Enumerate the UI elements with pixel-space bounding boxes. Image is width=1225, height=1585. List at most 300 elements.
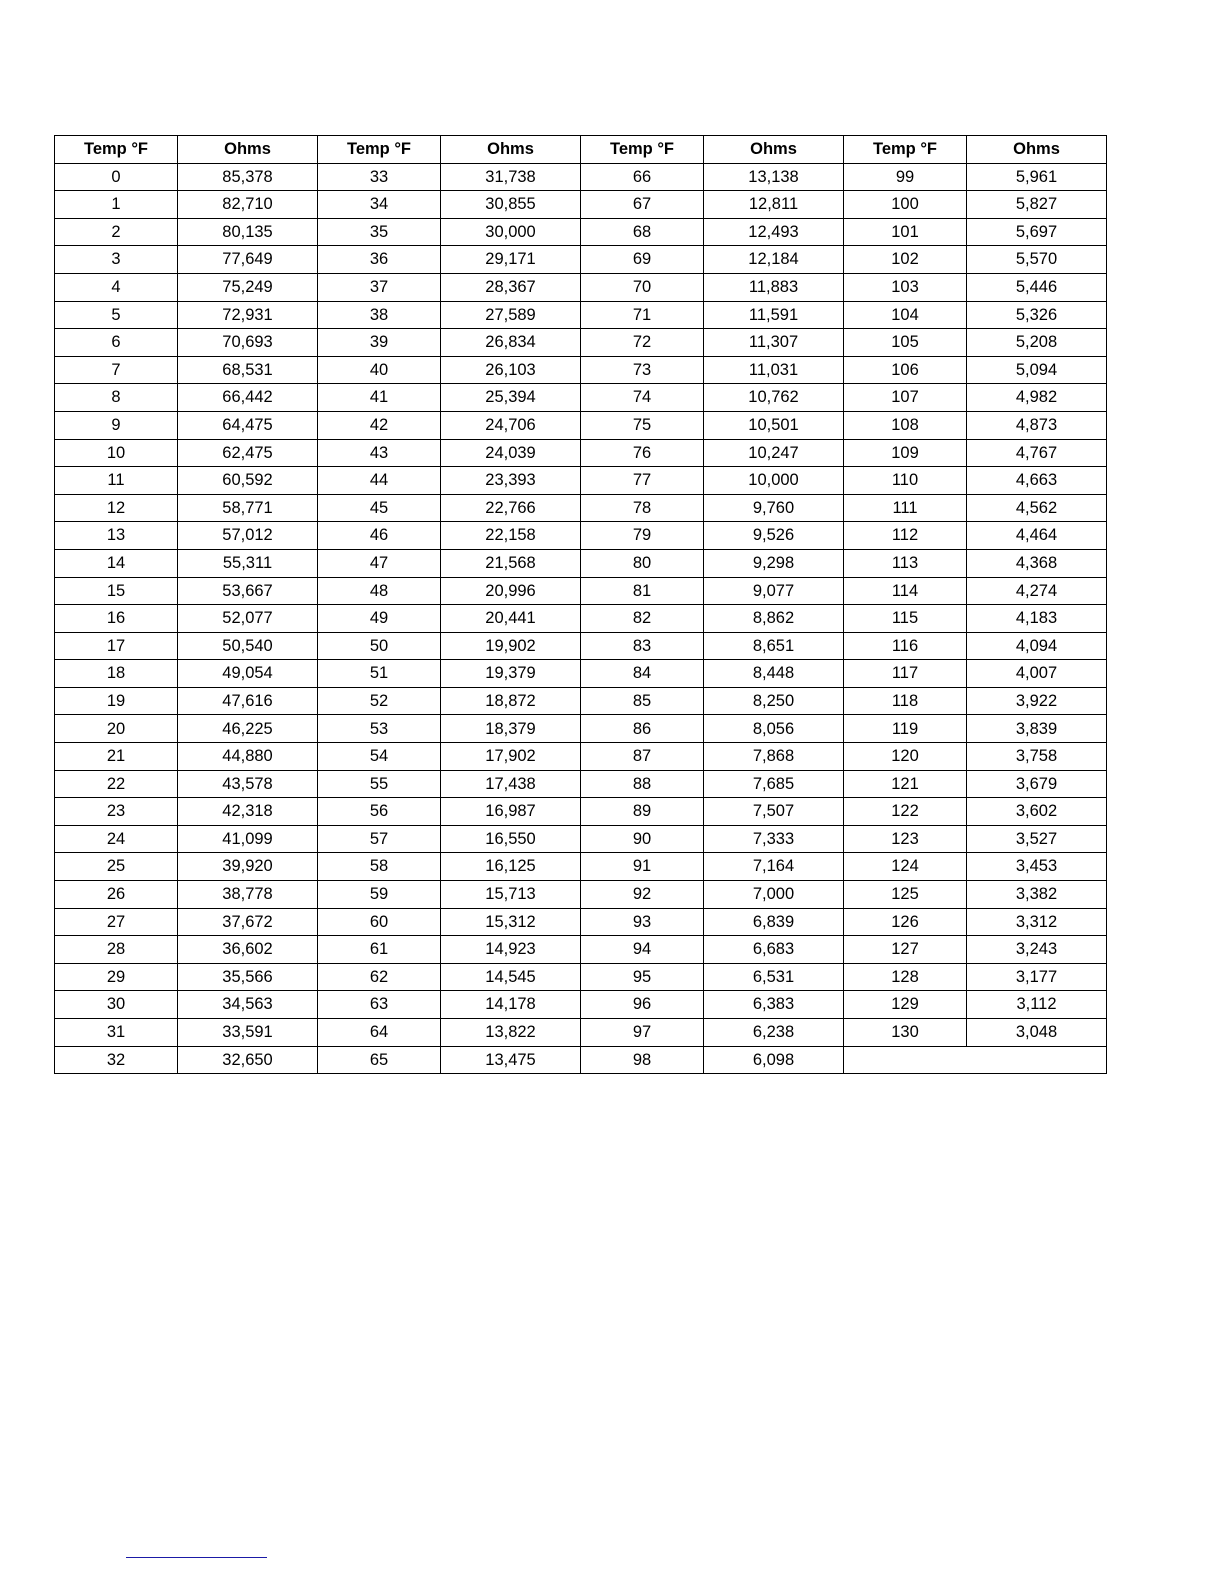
ohms-cell: 12,184 bbox=[704, 246, 844, 274]
ohms-cell: 53,667 bbox=[178, 577, 318, 605]
temp-cell: 69 bbox=[581, 246, 704, 274]
temp-cell: 14 bbox=[55, 549, 178, 577]
temp-cell: 116 bbox=[844, 632, 967, 660]
temp-cell: 78 bbox=[581, 494, 704, 522]
temp-cell: 3 bbox=[55, 246, 178, 274]
ohms-cell: 34,563 bbox=[178, 991, 318, 1019]
temp-cell: 124 bbox=[844, 853, 967, 881]
ohms-cell: 5,697 bbox=[967, 218, 1107, 246]
temp-cell: 111 bbox=[844, 494, 967, 522]
temp-cell: 82 bbox=[581, 605, 704, 633]
temp-cell: 106 bbox=[844, 356, 967, 384]
ohms-cell: 22,766 bbox=[441, 494, 581, 522]
column-header-temp: Temp °F bbox=[318, 136, 441, 164]
temp-cell: 127 bbox=[844, 936, 967, 964]
temp-cell: 22 bbox=[55, 770, 178, 798]
ohms-cell: 7,333 bbox=[704, 825, 844, 853]
temp-cell: 85 bbox=[581, 687, 704, 715]
ohms-cell: 10,762 bbox=[704, 384, 844, 412]
ohms-cell: 12,493 bbox=[704, 218, 844, 246]
temp-cell: 64 bbox=[318, 1019, 441, 1047]
ohms-cell: 52,077 bbox=[178, 605, 318, 633]
ohms-cell: 5,446 bbox=[967, 273, 1107, 301]
table-row bbox=[55, 384, 1107, 412]
temp-cell: 90 bbox=[581, 825, 704, 853]
ohms-cell: 23,393 bbox=[441, 467, 581, 495]
temp-cell: 26 bbox=[55, 881, 178, 909]
ohms-cell: 14,923 bbox=[441, 936, 581, 964]
temp-cell: 27 bbox=[55, 908, 178, 936]
ohms-cell: 8,056 bbox=[704, 715, 844, 743]
table-row bbox=[55, 467, 1107, 495]
ohms-cell: 19,379 bbox=[441, 660, 581, 688]
temp-cell: 28 bbox=[55, 936, 178, 964]
ohms-cell: 3,758 bbox=[967, 743, 1107, 771]
ohms-cell: 25,394 bbox=[441, 384, 581, 412]
temp-cell: 24 bbox=[55, 825, 178, 853]
temp-cell: 49 bbox=[318, 605, 441, 633]
ohms-cell: 10,247 bbox=[704, 439, 844, 467]
ohms-cell: 27,589 bbox=[441, 301, 581, 329]
temp-cell: 72 bbox=[581, 329, 704, 357]
empty-cell bbox=[844, 1046, 1107, 1074]
temp-cell: 5 bbox=[55, 301, 178, 329]
temp-cell: 21 bbox=[55, 743, 178, 771]
temp-cell: 41 bbox=[318, 384, 441, 412]
ohms-cell: 14,545 bbox=[441, 963, 581, 991]
temp-cell: 103 bbox=[844, 273, 967, 301]
column-header-ohms: Ohms bbox=[441, 136, 581, 164]
ohms-cell: 37,672 bbox=[178, 908, 318, 936]
ohms-cell: 4,007 bbox=[967, 660, 1107, 688]
temp-cell: 108 bbox=[844, 411, 967, 439]
ohms-cell: 72,931 bbox=[178, 301, 318, 329]
ohms-cell: 8,250 bbox=[704, 687, 844, 715]
temp-cell: 112 bbox=[844, 522, 967, 550]
ohms-cell: 13,822 bbox=[441, 1019, 581, 1047]
temp-cell: 42 bbox=[318, 411, 441, 439]
temp-cell: 60 bbox=[318, 908, 441, 936]
ohms-cell: 24,039 bbox=[441, 439, 581, 467]
temp-cell: 40 bbox=[318, 356, 441, 384]
temp-cell: 115 bbox=[844, 605, 967, 633]
table-row bbox=[55, 963, 1107, 991]
ohms-cell: 4,094 bbox=[967, 632, 1107, 660]
temp-cell: 8 bbox=[55, 384, 178, 412]
ohms-cell: 30,000 bbox=[441, 218, 581, 246]
temp-cell: 58 bbox=[318, 853, 441, 881]
ohms-cell: 16,987 bbox=[441, 798, 581, 826]
table-row bbox=[55, 743, 1107, 771]
temp-cell: 62 bbox=[318, 963, 441, 991]
ohms-cell: 3,382 bbox=[967, 881, 1107, 909]
temp-cell: 61 bbox=[318, 936, 441, 964]
ohms-cell: 4,982 bbox=[967, 384, 1107, 412]
ohms-cell: 12,811 bbox=[704, 191, 844, 219]
temp-cell: 25 bbox=[55, 853, 178, 881]
temp-cell: 122 bbox=[844, 798, 967, 826]
temp-cell: 23 bbox=[55, 798, 178, 826]
temp-cell: 71 bbox=[581, 301, 704, 329]
ohms-cell: 75,249 bbox=[178, 273, 318, 301]
column-header-ohms: Ohms bbox=[178, 136, 318, 164]
temp-cell: 33 bbox=[318, 163, 441, 191]
temp-cell: 84 bbox=[581, 660, 704, 688]
ohms-cell: 9,077 bbox=[704, 577, 844, 605]
table-row bbox=[55, 1019, 1107, 1047]
temp-cell: 0 bbox=[55, 163, 178, 191]
ohms-cell: 3,048 bbox=[967, 1019, 1107, 1047]
ohms-cell: 3,527 bbox=[967, 825, 1107, 853]
table-header-row bbox=[55, 136, 1107, 164]
table-row bbox=[55, 687, 1107, 715]
ohms-cell: 21,568 bbox=[441, 549, 581, 577]
temp-cell: 54 bbox=[318, 743, 441, 771]
temp-cell: 45 bbox=[318, 494, 441, 522]
temp-cell: 74 bbox=[581, 384, 704, 412]
ohms-cell: 30,855 bbox=[441, 191, 581, 219]
ohms-cell: 3,312 bbox=[967, 908, 1107, 936]
temp-cell: 92 bbox=[581, 881, 704, 909]
temp-cell: 119 bbox=[844, 715, 967, 743]
ohms-cell: 19,902 bbox=[441, 632, 581, 660]
ohms-cell: 17,902 bbox=[441, 743, 581, 771]
temp-cell: 13 bbox=[55, 522, 178, 550]
ohms-cell: 18,379 bbox=[441, 715, 581, 743]
temp-cell: 30 bbox=[55, 991, 178, 1019]
ohms-cell: 46,225 bbox=[178, 715, 318, 743]
temp-cell: 56 bbox=[318, 798, 441, 826]
temp-cell: 94 bbox=[581, 936, 704, 964]
ohms-cell: 36,602 bbox=[178, 936, 318, 964]
ohms-cell: 55,311 bbox=[178, 549, 318, 577]
column-header-temp: Temp °F bbox=[55, 136, 178, 164]
temp-cell: 67 bbox=[581, 191, 704, 219]
temp-cell: 39 bbox=[318, 329, 441, 357]
temp-cell: 98 bbox=[581, 1046, 704, 1074]
ohms-cell: 31,738 bbox=[441, 163, 581, 191]
ohms-cell: 4,464 bbox=[967, 522, 1107, 550]
ohms-cell: 7,000 bbox=[704, 881, 844, 909]
table-row bbox=[55, 936, 1107, 964]
ohms-cell: 6,531 bbox=[704, 963, 844, 991]
temp-cell: 32 bbox=[55, 1046, 178, 1074]
ohms-cell: 17,438 bbox=[441, 770, 581, 798]
ohms-cell: 49,054 bbox=[178, 660, 318, 688]
ohms-cell: 6,238 bbox=[704, 1019, 844, 1047]
table-row bbox=[55, 439, 1107, 467]
temp-cell: 16 bbox=[55, 605, 178, 633]
table-body bbox=[55, 163, 1107, 1074]
temp-cell: 9 bbox=[55, 411, 178, 439]
ohms-cell: 15,713 bbox=[441, 881, 581, 909]
temp-cell: 120 bbox=[844, 743, 967, 771]
ohms-cell: 14,178 bbox=[441, 991, 581, 1019]
temp-cell: 77 bbox=[581, 467, 704, 495]
temp-cell: 121 bbox=[844, 770, 967, 798]
temp-cell: 93 bbox=[581, 908, 704, 936]
ohms-cell: 41,099 bbox=[178, 825, 318, 853]
ohms-cell: 4,183 bbox=[967, 605, 1107, 633]
temp-cell: 110 bbox=[844, 467, 967, 495]
temp-cell: 19 bbox=[55, 687, 178, 715]
table-row bbox=[55, 715, 1107, 743]
ohms-cell: 11,031 bbox=[704, 356, 844, 384]
table-row bbox=[55, 301, 1107, 329]
ohms-cell: 82,710 bbox=[178, 191, 318, 219]
table-row bbox=[55, 411, 1107, 439]
ohms-cell: 4,562 bbox=[967, 494, 1107, 522]
ohms-cell: 4,873 bbox=[967, 411, 1107, 439]
temp-cell: 130 bbox=[844, 1019, 967, 1047]
temp-cell: 86 bbox=[581, 715, 704, 743]
ohms-cell: 13,475 bbox=[441, 1046, 581, 1074]
ohms-cell: 10,000 bbox=[704, 467, 844, 495]
temp-cell: 2 bbox=[55, 218, 178, 246]
ohms-cell: 70,693 bbox=[178, 329, 318, 357]
ohms-cell: 13,138 bbox=[704, 163, 844, 191]
temp-cell: 91 bbox=[581, 853, 704, 881]
column-header-ohms: Ohms bbox=[704, 136, 844, 164]
temp-cell: 123 bbox=[844, 825, 967, 853]
temp-cell: 114 bbox=[844, 577, 967, 605]
temp-cell: 43 bbox=[318, 439, 441, 467]
temp-cell: 59 bbox=[318, 881, 441, 909]
temp-cell: 100 bbox=[844, 191, 967, 219]
ohms-cell: 5,208 bbox=[967, 329, 1107, 357]
ohms-cell: 7,164 bbox=[704, 853, 844, 881]
temp-cell: 53 bbox=[318, 715, 441, 743]
temp-cell: 12 bbox=[55, 494, 178, 522]
table-row bbox=[55, 660, 1107, 688]
ohms-cell: 6,839 bbox=[704, 908, 844, 936]
temp-cell: 97 bbox=[581, 1019, 704, 1047]
temp-cell: 105 bbox=[844, 329, 967, 357]
ohms-cell: 60,592 bbox=[178, 467, 318, 495]
table-row bbox=[55, 798, 1107, 826]
temp-cell: 11 bbox=[55, 467, 178, 495]
temp-cell: 95 bbox=[581, 963, 704, 991]
temp-cell: 75 bbox=[581, 411, 704, 439]
ohms-cell: 3,177 bbox=[967, 963, 1107, 991]
ohms-cell: 66,442 bbox=[178, 384, 318, 412]
ohms-cell: 16,550 bbox=[441, 825, 581, 853]
ohms-cell: 58,771 bbox=[178, 494, 318, 522]
table-row bbox=[55, 881, 1107, 909]
temp-cell: 18 bbox=[55, 660, 178, 688]
temp-cell: 66 bbox=[581, 163, 704, 191]
temp-cell: 70 bbox=[581, 273, 704, 301]
ohms-cell: 22,158 bbox=[441, 522, 581, 550]
ohms-cell: 62,475 bbox=[178, 439, 318, 467]
temp-cell: 36 bbox=[318, 246, 441, 274]
temp-cell: 46 bbox=[318, 522, 441, 550]
table-row bbox=[55, 605, 1107, 633]
ohms-cell: 3,602 bbox=[967, 798, 1107, 826]
ohms-cell: 68,531 bbox=[178, 356, 318, 384]
temp-cell: 68 bbox=[581, 218, 704, 246]
table-row bbox=[55, 273, 1107, 301]
ohms-cell: 29,171 bbox=[441, 246, 581, 274]
ohms-cell: 4,368 bbox=[967, 549, 1107, 577]
ohms-cell: 3,922 bbox=[967, 687, 1107, 715]
temperature-resistance-table bbox=[54, 135, 1107, 1074]
ohms-cell: 24,706 bbox=[441, 411, 581, 439]
temp-cell: 44 bbox=[318, 467, 441, 495]
table-row bbox=[55, 853, 1107, 881]
temp-cell: 129 bbox=[844, 991, 967, 1019]
ohms-cell: 5,094 bbox=[967, 356, 1107, 384]
ohms-cell: 4,767 bbox=[967, 439, 1107, 467]
ohms-cell: 33,591 bbox=[178, 1019, 318, 1047]
temp-cell: 126 bbox=[844, 908, 967, 936]
ohms-cell: 85,378 bbox=[178, 163, 318, 191]
ohms-cell: 77,649 bbox=[178, 246, 318, 274]
table-row bbox=[55, 770, 1107, 798]
ohms-cell: 3,243 bbox=[967, 936, 1107, 964]
table-row bbox=[55, 329, 1107, 357]
temp-cell: 4 bbox=[55, 273, 178, 301]
ohms-cell: 39,920 bbox=[178, 853, 318, 881]
temp-cell: 79 bbox=[581, 522, 704, 550]
temp-cell: 99 bbox=[844, 163, 967, 191]
temp-cell: 80 bbox=[581, 549, 704, 577]
table-row bbox=[55, 825, 1107, 853]
ohms-cell: 11,591 bbox=[704, 301, 844, 329]
ohms-cell: 6,683 bbox=[704, 936, 844, 964]
temp-cell: 102 bbox=[844, 246, 967, 274]
ohms-cell: 7,685 bbox=[704, 770, 844, 798]
ohms-cell: 5,326 bbox=[967, 301, 1107, 329]
table-row bbox=[55, 549, 1107, 577]
temp-cell: 96 bbox=[581, 991, 704, 1019]
temp-cell: 73 bbox=[581, 356, 704, 384]
ohms-cell: 5,827 bbox=[967, 191, 1107, 219]
column-header-temp: Temp °F bbox=[581, 136, 704, 164]
temp-cell: 10 bbox=[55, 439, 178, 467]
ohms-cell: 4,274 bbox=[967, 577, 1107, 605]
ohms-cell: 42,318 bbox=[178, 798, 318, 826]
column-header-ohms: Ohms bbox=[967, 136, 1107, 164]
temp-cell: 83 bbox=[581, 632, 704, 660]
table-row bbox=[55, 218, 1107, 246]
ohms-cell: 10,501 bbox=[704, 411, 844, 439]
table-row bbox=[55, 494, 1107, 522]
ohms-cell: 6,383 bbox=[704, 991, 844, 1019]
ohms-cell: 18,872 bbox=[441, 687, 581, 715]
table-row bbox=[55, 908, 1107, 936]
ohms-cell: 50,540 bbox=[178, 632, 318, 660]
table-row bbox=[55, 522, 1107, 550]
ohms-cell: 44,880 bbox=[178, 743, 318, 771]
ohms-cell: 80,135 bbox=[178, 218, 318, 246]
ohms-cell: 35,566 bbox=[178, 963, 318, 991]
temp-cell: 88 bbox=[581, 770, 704, 798]
column-header-temp: Temp °F bbox=[844, 136, 967, 164]
temp-cell: 89 bbox=[581, 798, 704, 826]
ohms-cell: 3,679 bbox=[967, 770, 1107, 798]
temp-cell: 1 bbox=[55, 191, 178, 219]
temp-cell: 34 bbox=[318, 191, 441, 219]
temp-cell: 125 bbox=[844, 881, 967, 909]
temp-cell: 63 bbox=[318, 991, 441, 1019]
temp-cell: 7 bbox=[55, 356, 178, 384]
temp-cell: 35 bbox=[318, 218, 441, 246]
ohms-cell: 47,616 bbox=[178, 687, 318, 715]
temp-cell: 65 bbox=[318, 1046, 441, 1074]
temp-cell: 38 bbox=[318, 301, 441, 329]
temp-cell: 52 bbox=[318, 687, 441, 715]
temp-cell: 51 bbox=[318, 660, 441, 688]
temp-cell: 117 bbox=[844, 660, 967, 688]
table-row bbox=[55, 632, 1107, 660]
ohms-cell: 20,996 bbox=[441, 577, 581, 605]
ohms-cell: 8,651 bbox=[704, 632, 844, 660]
table-row bbox=[55, 991, 1107, 1019]
ohms-cell: 4,663 bbox=[967, 467, 1107, 495]
ohms-cell: 3,112 bbox=[967, 991, 1107, 1019]
temp-cell: 118 bbox=[844, 687, 967, 715]
table-row bbox=[55, 577, 1107, 605]
temp-cell: 107 bbox=[844, 384, 967, 412]
temp-cell: 48 bbox=[318, 577, 441, 605]
ohms-cell: 5,570 bbox=[967, 246, 1107, 274]
ohms-cell: 3,839 bbox=[967, 715, 1107, 743]
temp-cell: 109 bbox=[844, 439, 967, 467]
ohms-cell: 9,526 bbox=[704, 522, 844, 550]
ohms-cell: 3,453 bbox=[967, 853, 1107, 881]
ohms-cell: 9,760 bbox=[704, 494, 844, 522]
ohms-cell: 7,507 bbox=[704, 798, 844, 826]
ohms-cell: 5,961 bbox=[967, 163, 1107, 191]
ohms-cell: 9,298 bbox=[704, 549, 844, 577]
ohms-cell: 26,834 bbox=[441, 329, 581, 357]
temp-cell: 6 bbox=[55, 329, 178, 357]
ohms-cell: 16,125 bbox=[441, 853, 581, 881]
table-row bbox=[55, 246, 1107, 274]
temp-cell: 50 bbox=[318, 632, 441, 660]
temp-cell: 20 bbox=[55, 715, 178, 743]
ohms-cell: 38,778 bbox=[178, 881, 318, 909]
ohms-cell: 8,862 bbox=[704, 605, 844, 633]
ohms-cell: 8,448 bbox=[704, 660, 844, 688]
footer-rule bbox=[126, 1557, 267, 1558]
temp-cell: 37 bbox=[318, 273, 441, 301]
ohms-cell: 11,307 bbox=[704, 329, 844, 357]
table-row bbox=[55, 1046, 1107, 1074]
ohms-cell: 11,883 bbox=[704, 273, 844, 301]
temp-cell: 113 bbox=[844, 549, 967, 577]
ohms-cell: 64,475 bbox=[178, 411, 318, 439]
table-row bbox=[55, 163, 1107, 191]
ohms-cell: 32,650 bbox=[178, 1046, 318, 1074]
ohms-cell: 6,098 bbox=[704, 1046, 844, 1074]
temp-cell: 87 bbox=[581, 743, 704, 771]
ohms-cell: 28,367 bbox=[441, 273, 581, 301]
temp-cell: 31 bbox=[55, 1019, 178, 1047]
temp-cell: 128 bbox=[844, 963, 967, 991]
table-row bbox=[55, 191, 1107, 219]
temp-cell: 15 bbox=[55, 577, 178, 605]
ohms-cell: 26,103 bbox=[441, 356, 581, 384]
temp-cell: 55 bbox=[318, 770, 441, 798]
ohms-cell: 57,012 bbox=[178, 522, 318, 550]
ohms-cell: 20,441 bbox=[441, 605, 581, 633]
temp-cell: 57 bbox=[318, 825, 441, 853]
temp-cell: 29 bbox=[55, 963, 178, 991]
temp-cell: 81 bbox=[581, 577, 704, 605]
temp-cell: 17 bbox=[55, 632, 178, 660]
